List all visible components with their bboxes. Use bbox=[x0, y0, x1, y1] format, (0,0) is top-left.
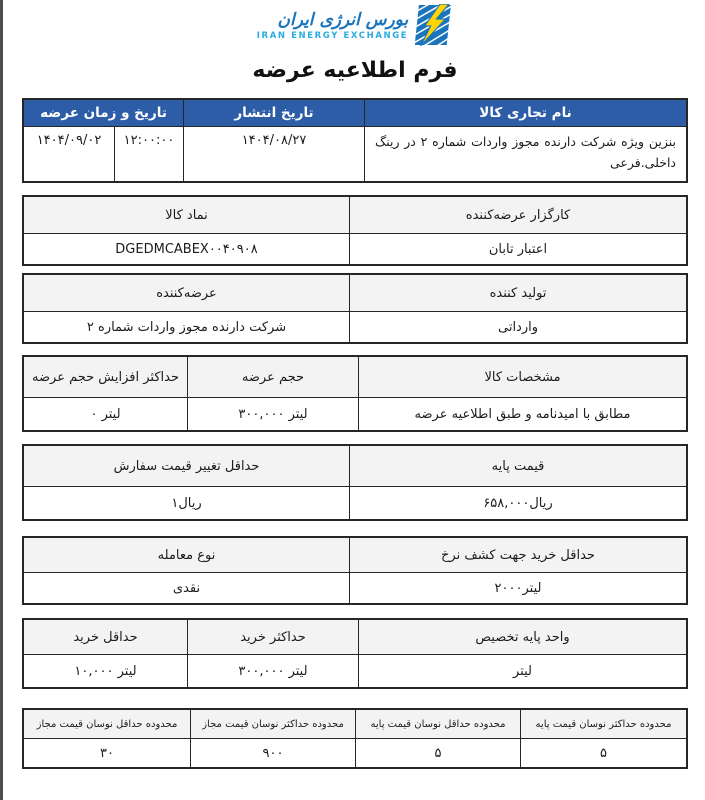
form-title: فرم اطلاعیه عرضه bbox=[252, 58, 458, 83]
min-base-fluctuation-value: ۵ bbox=[355, 739, 520, 767]
trade-name-value: بنزین ویژه شرکت دارنده مجوز واردات شماره ۲ در رینگ داخلی.فرعی bbox=[364, 127, 686, 181]
supply-volume-value: لیتر ۳۰۰,۰۰۰ bbox=[187, 398, 358, 430]
producer-supplier-table bbox=[22, 273, 688, 344]
broker-symbol-header-row bbox=[24, 197, 686, 233]
purchase-limits-header-row bbox=[24, 620, 686, 654]
broker-symbol-value-row bbox=[24, 233, 686, 264]
max-allowed-fluctuation-value: ۹۰۰ bbox=[190, 739, 355, 767]
offer-summary-header-row bbox=[24, 100, 686, 126]
min-purchase-value: لیتر ۱۰,۰۰۰ bbox=[74, 663, 137, 679]
col-header-min-discovery-purchase: حداقل خرید جهت کشف نرخ bbox=[349, 538, 686, 572]
price-fluctuation-table bbox=[22, 708, 688, 769]
base-price-value: ریال۶۵۸,۰۰۰ bbox=[349, 487, 686, 519]
broker-symbol-table bbox=[22, 195, 688, 266]
base-price-header-row bbox=[24, 446, 686, 486]
supply-form-page bbox=[22, 0, 688, 769]
col-header-trade-type: نوع معامله bbox=[24, 538, 349, 572]
max-volume-increase-value: لیتر ۰ bbox=[90, 406, 121, 422]
trade-type-value: نقدی bbox=[172, 580, 201, 596]
col-header-producer: تولید کننده bbox=[349, 275, 686, 311]
col-header-min-allowed-fluctuation: محدوده حداقل نوسان قیمت مجاز bbox=[24, 710, 190, 738]
trade-type-table bbox=[22, 536, 688, 605]
logo-persian-name: بورس انرژی ایران bbox=[277, 9, 409, 30]
col-header-max-purchase: حداکثر خرید bbox=[187, 620, 358, 654]
min-price-tick-value: ریال۱ bbox=[171, 495, 202, 511]
offer-time-value: ۱۲:۰۰:۰۰ bbox=[114, 127, 183, 181]
producer-value: وارداتی bbox=[349, 312, 686, 342]
iran-energy-exchange-logo bbox=[22, 0, 688, 47]
base-price-value-row bbox=[24, 486, 686, 519]
commodity-specs-table bbox=[22, 355, 688, 432]
purchase-limits-value-row bbox=[24, 654, 686, 687]
offer-date-value: ۱۴۰۴/۰۹/۰۲ bbox=[36, 133, 102, 148]
lightning-bolt-icon bbox=[415, 4, 453, 46]
supplier-value: شرکت دارنده مجوز واردات شماره ۲ bbox=[86, 319, 287, 335]
col-header-publish-date: تاریخ انتشار bbox=[183, 100, 364, 126]
max-base-fluctuation-value: ۵ bbox=[520, 739, 686, 767]
price-fluctuation-header-row bbox=[24, 710, 686, 738]
col-header-max-volume-increase: حداکثر افزایش حجم عرضه bbox=[24, 357, 187, 397]
logo-text-block bbox=[257, 9, 408, 42]
col-header-base-price: قیمت پایه bbox=[349, 446, 686, 486]
col-header-supplier: عرضه‌کننده bbox=[24, 275, 349, 311]
specs-value: مطابق با امیدنامه و طبق اطلاعیه عرضه bbox=[358, 398, 686, 430]
offer-summary-value-row bbox=[24, 126, 686, 181]
col-header-max-base-fluctuation: محدوده حداکثر نوسان قیمت پایه bbox=[520, 710, 686, 738]
allocation-unit-value: لیتر bbox=[358, 655, 686, 687]
trade-type-value-row bbox=[24, 572, 686, 603]
producer-supplier-value-row bbox=[24, 311, 686, 342]
col-header-min-purchase: حداقل خرید bbox=[24, 620, 187, 654]
col-header-offer-datetime: تاریخ و زمان عرضه bbox=[24, 100, 183, 126]
offer-summary-table bbox=[22, 98, 688, 183]
col-header-trade-name: نام تجاری کالا bbox=[364, 100, 686, 126]
page-left-border bbox=[0, 0, 3, 800]
commodity-specs-value-row bbox=[24, 397, 686, 430]
purchase-limits-table bbox=[22, 618, 688, 689]
trade-type-header-row bbox=[24, 538, 686, 572]
max-purchase-value: لیتر ۳۰۰,۰۰۰ bbox=[187, 655, 358, 687]
base-price-table bbox=[22, 444, 688, 521]
producer-supplier-header-row bbox=[24, 275, 686, 311]
col-header-supplier-broker: کارگزار عرضه‌کننده bbox=[349, 197, 686, 233]
col-header-allocation-unit: واحد پایه تخصیص bbox=[358, 620, 686, 654]
price-fluctuation-value-row bbox=[24, 738, 686, 767]
min-discovery-purchase-value: لیتر۲۰۰۰ bbox=[349, 573, 686, 603]
col-header-max-allowed-fluctuation: محدوده حداکثر نوسان قیمت مجاز bbox=[190, 710, 355, 738]
logo-latin-name: IRAN ENERGY EXCHANGE bbox=[256, 30, 409, 41]
min-allowed-fluctuation-value: ۳۰ bbox=[100, 745, 114, 761]
commodity-specs-header-row bbox=[24, 357, 686, 397]
col-header-supply-volume: حجم عرضه bbox=[187, 357, 358, 397]
col-header-specs: مشخصات کالا bbox=[358, 357, 686, 397]
publish-date-value: ۱۴۰۴/۰۸/۲۷ bbox=[183, 127, 364, 181]
col-header-commodity-symbol: نماد کالا bbox=[24, 197, 349, 233]
col-header-min-base-fluctuation: محدوده حداقل نوسان قیمت پایه bbox=[355, 710, 520, 738]
col-header-min-price-tick: حداقل تغییر قیمت سفارش bbox=[24, 446, 349, 486]
supplier-broker-value: اعتبار تابان bbox=[349, 234, 686, 264]
commodity-symbol-value: DGEDMCABEX۰۰۴۰۹۰۸ bbox=[115, 241, 258, 257]
